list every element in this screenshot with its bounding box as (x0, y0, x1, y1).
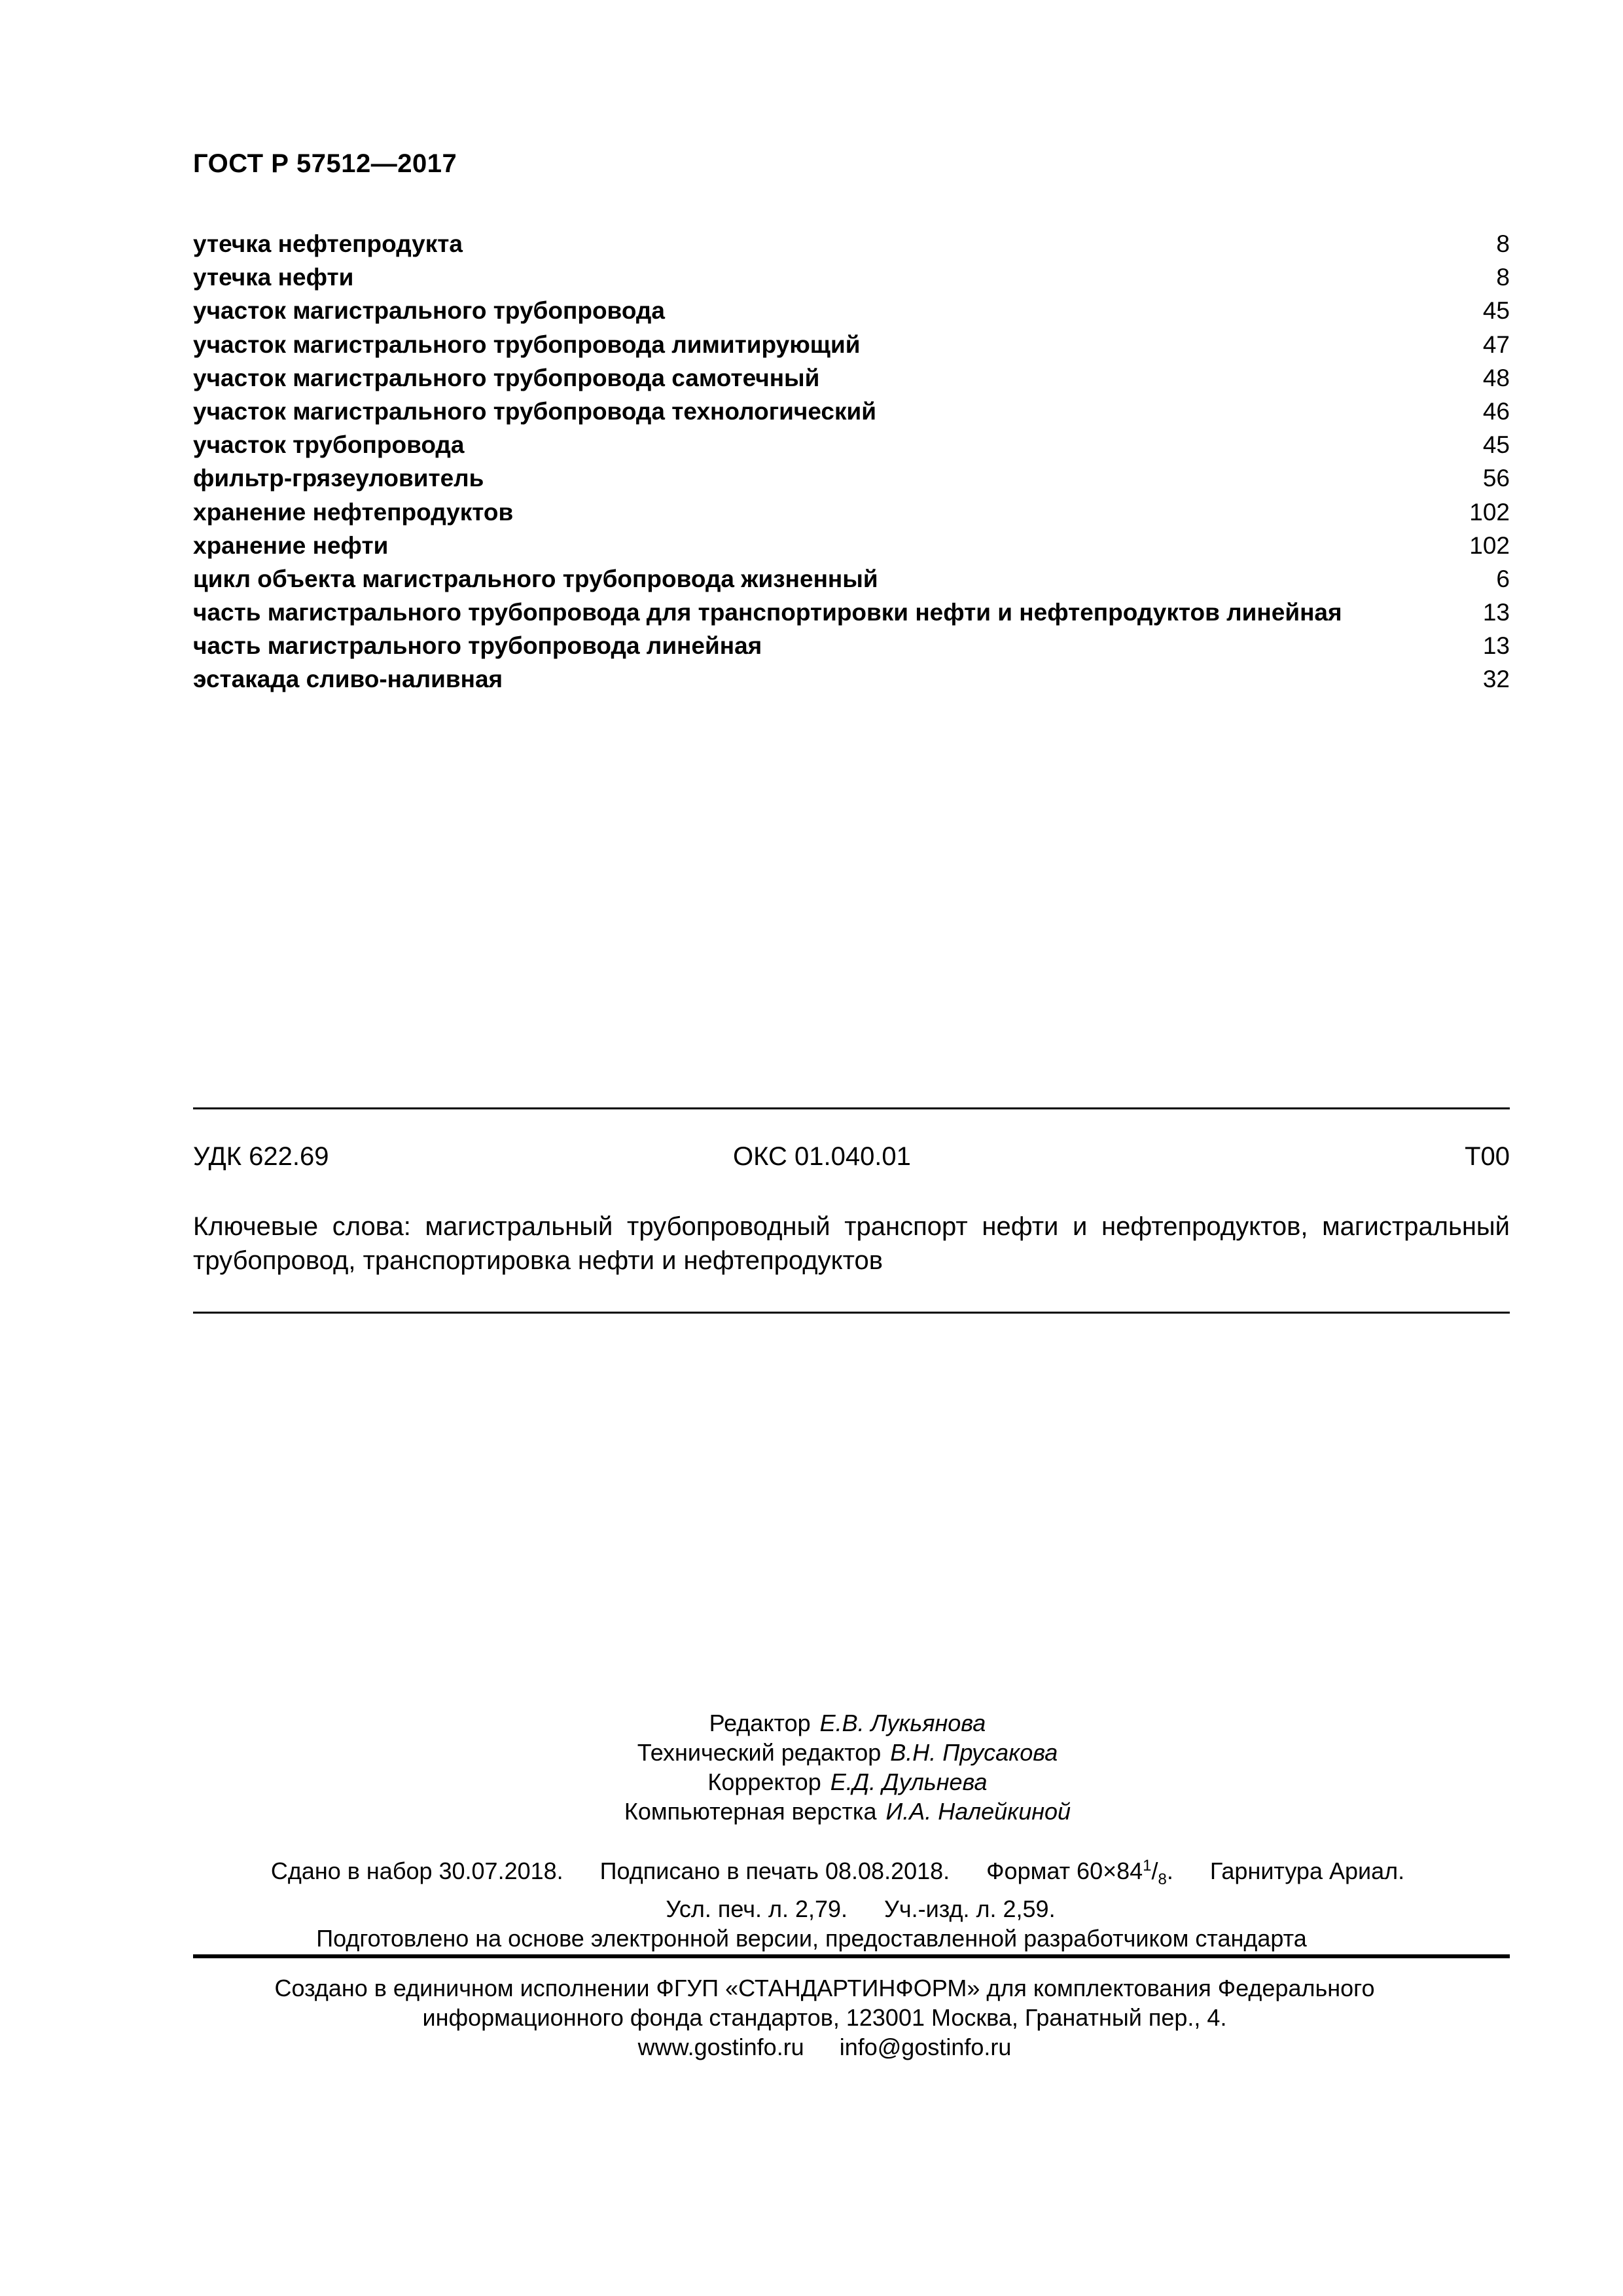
signed-date: Подписано в печать 08.08.2018. (599, 1857, 950, 1884)
print-details-row (0, 1851, 1623, 1894)
email-link[interactable]: info@gostinfo.ru (839, 2034, 1012, 2060)
bottom-divider (193, 1312, 1510, 1314)
index-term: фильтр-грязеуловитель (193, 465, 484, 492)
index-term: участок трубопровода (193, 431, 465, 459)
classification-row (193, 1142, 1510, 1181)
index-entry (193, 565, 1510, 599)
index-entry (193, 264, 1510, 297)
prepared-note: Подготовлено на основе электронной версии, предоставленной разработчиком стандарта (316, 1925, 1307, 1952)
credit-name: И.А. Налейкиной (885, 1798, 1071, 1825)
index-page-number: 46 (1482, 397, 1510, 425)
subject-index (193, 230, 1510, 700)
publisher-line-1: Создано в единичном исполнении ФГУП «СТАНДАРТИНФОРМ» для комплектования Федерального (274, 1975, 1375, 2001)
credit-technical-editor: Технический редактор В.Н. Прусакова (637, 1739, 1058, 1766)
index-page-number: 45 (1482, 297, 1510, 325)
index-page-number: 8 (1496, 230, 1510, 257)
index-entry (193, 230, 1510, 264)
index-entry (193, 532, 1510, 565)
index-page-number: 32 (1482, 666, 1510, 693)
sheets-row (0, 1894, 1623, 1924)
credit-layout: Компьютерная верстка И.А. Налейкиной (624, 1798, 1071, 1825)
index-page-number: 48 (1482, 364, 1510, 391)
index-term: участок магистрального трубопровода технологический (193, 397, 877, 425)
credit-name: Е.Д. Дульнева (830, 1768, 988, 1795)
index-entry (193, 499, 1510, 532)
paper-format: Формат $60\times 84^1/_8$. (986, 1857, 1173, 1889)
index-term: хранение нефтепродуктов (193, 498, 514, 526)
index-entry (193, 331, 1510, 365)
udk-code: УДК 622.69 (193, 1142, 329, 1171)
index-term: эстакада сливо-наливная (193, 666, 503, 693)
website-link[interactable]: www.gostinfo.ru (637, 2034, 804, 2060)
index-term: участок магистрального трубопровода лимитирующий (193, 331, 861, 358)
publisher-divider (193, 1954, 1510, 1958)
credits-block (0, 1708, 1623, 1826)
index-page-number: 13 (1482, 599, 1510, 626)
print-sheets: Усл. печ. л. 2,79. (666, 1895, 848, 1923)
index-page-number: 47 (1482, 331, 1510, 358)
index-term: участок магистрального трубопровода самотечный (193, 364, 820, 391)
index-entry (193, 666, 1510, 699)
credit-name: Е.В. Лукьянова (819, 1710, 986, 1736)
index-term: часть магистрального трубопровода для транспортировки нефти и нефтепродуктов линейная (193, 599, 1342, 626)
index-page-number: 13 (1482, 632, 1510, 660)
index-page-number: 56 (1482, 465, 1510, 492)
keywords-paragraph: Ключевые слова: магистральный трубопроводный транспорт нефти и нефтепродуктов, магистральный трубопровод, транспортировка нефти и нефтепродуктов (193, 1212, 1510, 1275)
print-info-block (0, 1851, 1623, 1953)
index-entry (193, 465, 1510, 498)
index-term: утечка нефти (193, 264, 354, 291)
document-header: ГОСТ Р 57512—2017 (193, 149, 457, 178)
credit-name: В.Н. Прусакова (890, 1739, 1058, 1766)
index-term: участок магистрального трубопровода (193, 297, 665, 325)
publisher-block (0, 1973, 1623, 2062)
index-page-number: 45 (1482, 431, 1510, 459)
credit-proofreader: Корректор Е.Д. Дульнева (707, 1768, 988, 1795)
index-entry (193, 297, 1510, 331)
oks-code: ОКС 01.040.01 (733, 1142, 911, 1171)
classification-code: Т00 (1465, 1142, 1510, 1171)
index-page-number: 6 (1496, 565, 1510, 592)
credit-editor: Редактор Е.В. Лукьянова (709, 1710, 986, 1736)
edit-sheets: Уч.-изд. л. 2,59. (884, 1895, 1056, 1923)
index-term: часть магистрального трубопровода линейная (193, 632, 762, 660)
index-page-number: 102 (1469, 498, 1510, 526)
top-divider (193, 1107, 1510, 1109)
index-page-number: 102 (1469, 531, 1510, 559)
typeface: Гарнитура Ариал. (1209, 1857, 1405, 1884)
index-entry (193, 632, 1510, 666)
publisher-contacts (0, 2032, 1623, 2062)
index-term: утечка нефтепродукта (193, 230, 463, 257)
index-page-number: 8 (1496, 264, 1510, 291)
index-term: цикл объекта магистрального трубопровода жизненный (193, 565, 878, 592)
index-entry (193, 599, 1510, 632)
publisher-line-2: информационного фонда стандартов, 123001 Москва, Гранатный пер., 4. (422, 2004, 1227, 2031)
index-entry (193, 365, 1510, 398)
submitted-date: Сдано в набор 30.07.2018. (270, 1857, 563, 1884)
index-term: хранение нефти (193, 531, 389, 559)
index-entry (193, 398, 1510, 431)
index-entry (193, 431, 1510, 465)
